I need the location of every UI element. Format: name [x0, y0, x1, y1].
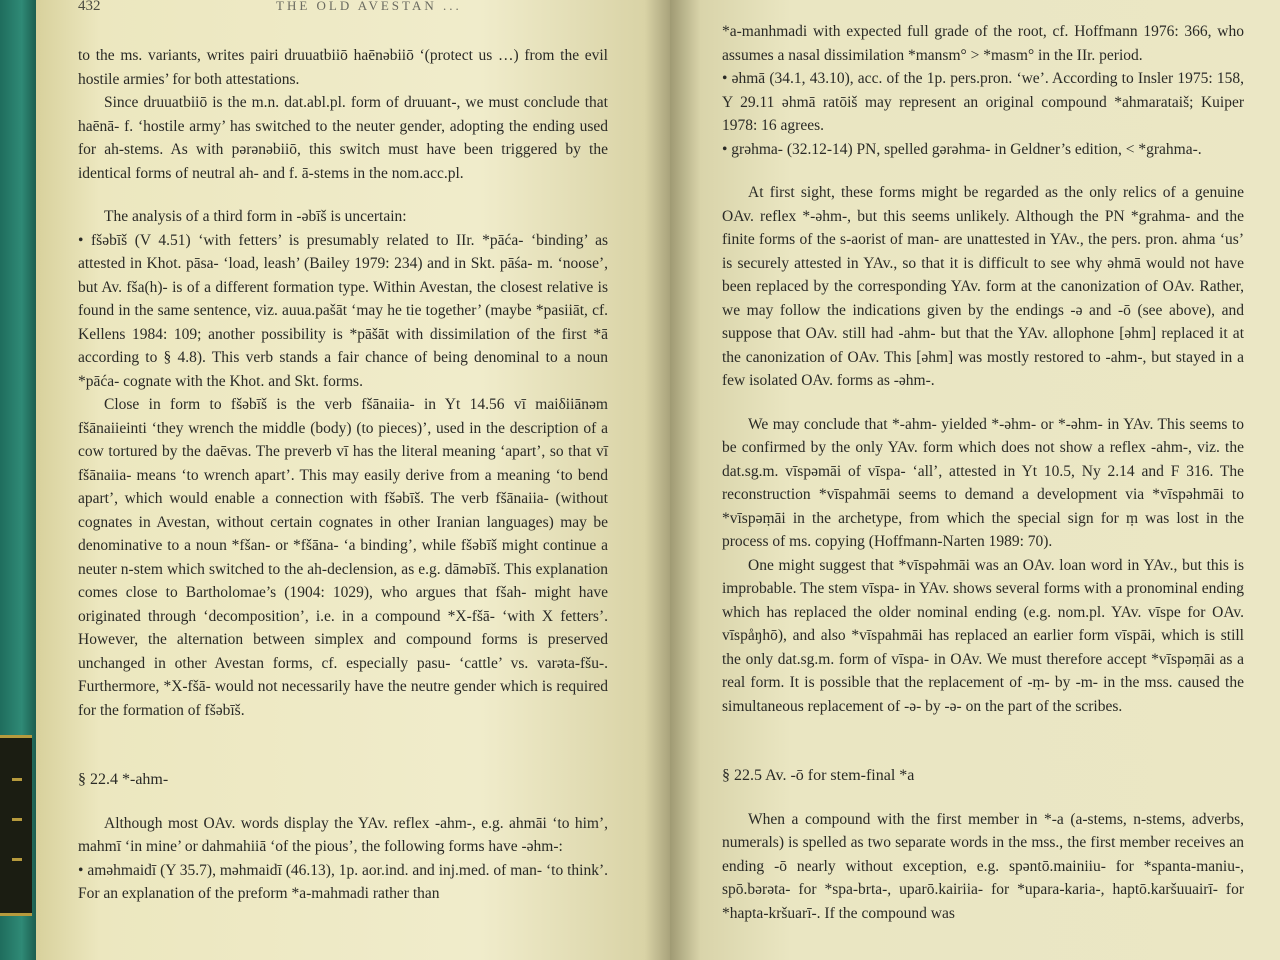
paragraph: Since druuatbiiō is the m.n. dat.abl.pl. form of druuant-, we must conclude that haēnā- f. ‘hostile army’ has switched to the neuter gender, adopting the ending used for ah-stems. As with pǝrǝnǝbiiō, this switch must have been triggered by the identical forms of neutral ah- and f. ā-stems in the nom.acc.pl.: [78, 94, 608, 182]
paragraph: When a compound with the first member in *-a (a-stems, n-stems, adverbs, numerals) is spelled as two separate words in the mss., the first member receives an ending -ō nearly without exception, e.g. spǝntō.mainiiu- for *spanta-maniu-, spō.bǝrǝta- for *spa-brta-, uparō.kairiia- for *upara-karia-, haptō.karšuuairī- for *hapta-kršuarī-. If the compound was: [722, 810, 1244, 922]
bullet-item: • amǝhmaidī (Y 35.7), mǝhmaidī (46.13), 1p. aor.ind. and inj.med. of man- ‘to think’. For an explanation of the preform *a-mahmadi rather than: [78, 861, 608, 902]
paragraph: One might suggest that *vīspǝhmāi was an OAv. loan word in YAv., but this is improbable. The stem vīspa- in YAv. shows several forms with a pronominal ending which has replaced the older nominal ending (e.g. nom.pl. YAv. vīspe for OAv. vīspåŋhō), and also *vīspahmāi has replaced an earlier form vīspāi, which is still the only dat.sg.m. form of vīspa- in OAv. We must therefore accept *vīspǝṃāi as a real form. It is possible that the replacement of -ṃ- by -m- in the mss. caused the simultaneous replacement of -ǝ- by -ǝ- on the part of the scribes.: [722, 556, 1244, 715]
spine-label: [0, 735, 32, 916]
bullet-item: • fšǝbīš (V 4.51) ‘with fetters’ is presumably related to IIr. *pāća- ‘binding’ as attested in Khot. pāsa- ‘load, leash’ (Bailey 1979: 234) and in Skt. pāśa- m. ‘noose’, but Av. fša(h)- is of a different formation type. Within Avestan, the closest relative is found in the same sentence, viz. auua.pašāt ‘may he tie together’ (maybe *pasiiāt, cf. Kellens 1984: 109; another possibility is *pāšāt with dissimilation of the first *ā according to § 4.8). This verb stands a fair chance of being denominal to a noun *pāća- cognate with the Khot. and Skt. forms.: [78, 231, 608, 390]
right-page: [670, 0, 1280, 960]
paragraph: We may conclude that *-ahm- yielded *-ǝhm- or *-ǝhm- in YAv. This seems to be confirmed by the only YAv. form which does not show a reflex -ahm-, viz. the dat.sg.m. vīspǝmāi of vīspa- ‘all’, attested in Yt 10.5, Ny 2.14 and F 316. The reconstruction *vīspahmāi seems to demand a development via *vīspǝhmāi to *vīspǝṃāi in the archetype, from which the special sign for ṃ was lost in the process of ms. copying (Hoffmann-Narten 1989: 70).: [722, 415, 1244, 550]
page-number: 432: [78, 0, 101, 14]
section-heading: § 22.5 Av. -ō for stem-final *a: [722, 767, 915, 784]
paragraph: Although most OAv. words display the YAv. reflex -ahm-, e.g. ahmāi ‘to him’, mahmī ‘in mine’ or dahmahiiā ‘of the pious’, the following forms have -ǝhm-:: [78, 814, 608, 855]
left-page: [36, 0, 670, 960]
left-text-column: [78, 44, 608, 906]
paragraph: The analysis of a third form in -ǝbīš is uncertain:: [104, 208, 407, 225]
paragraph: to the ms. variants, writes pairi druuatbiiō haēnǝbiiō ‘(protect us …) from the evil hostile armies’ for both attestations.: [78, 47, 608, 88]
running-head: THE OLD AVESTAN ...: [276, 0, 462, 13]
paragraph: Close in form to fšǝbīš is the verb fšānaiia- in Yt 14.56 vī maiδiiānǝm fšānaiieinti ‘they wrench the middle (body) (to pieces)’, used in the description of a cow tortured by the daēvas. The preverb vī has the literal meaning ‘apart’, so that vī fšānaiia- means ‘to wrench apart’. This may easily derive from a meaning ‘to bend apart’, which would enable a connection with fšǝbīš. The verb fšānaiia- (without cognates in Avestan, without certain cognates in other Iranian languages) may be denominative to a noun *fšan- or *fšāna- ‘a binding’, while fšǝbīš might continue a neuter n-stem which switched to the ah-declension, as e.g. dāmǝbīš. This explanation comes close to Bartholomae’s (1904: 1029), who argues that fšah- might have originated through ‘decomposition’, i.e. in a compound *X-fšā- ‘with X fetters’. However, the alternation between simplex and compound forms is preserved unchanged in other Avestan forms, cf. especially pasu- ‘cattle’ vs. varǝta-fšu-. Furthermore, *X-fšā- would not necessarily have the neutre gender which is required for the formation of fšǝbīš.: [78, 396, 608, 719]
paragraph: At first sight, these forms might be regarded as the only relics of a genuine OAv. reflex *-ǝhm-, but this seems unlikely. Although the PN *grahma- and the finite forms of the s-aorist of man- are unattested in YAv., the pers. pron. ahma ‘us’ is securely attested in YAv., so that it is difficult to see why ǝhmā would not have been replaced by the corresponding YAv. form at the canonization of OAv. Rather, we may follow the indications given by the endings -ǝ and -ō (see above), and suppose that OAv. still had -ahm- but that the YAv. allophone [ǝhm] replaced it at the canonization of OAv. This [ǝhm] was mostly restored to -ahm-, but stayed in a few isolated OAv. forms as -ǝhm-.: [722, 184, 1244, 389]
bullet-item: • ǝhmā (34.1, 43.10), acc. of the 1p. pers.pron. ‘we’. According to Insler 1975: 158, Y 29.11 ǝhmā ratōiš may represent an original compound *ahmarataiš; Kuiper 1978: 16 agrees.: [722, 70, 1244, 134]
paragraph: *a-manhmadi with expected full grade of the root, cf. Hoffmann 1976: 366, who assumes a nasal dissimilation *mansm° > *masm° in the IIr. period.: [722, 23, 1244, 64]
right-text-column: [722, 20, 1244, 925]
section-heading: § 22.4 *-ahm-: [78, 771, 169, 788]
bullet-item: • grǝhma- (32.12-14) PN, spelled gǝrǝhma- in Geldner’s edition, < *grahma-.: [722, 140, 1202, 158]
